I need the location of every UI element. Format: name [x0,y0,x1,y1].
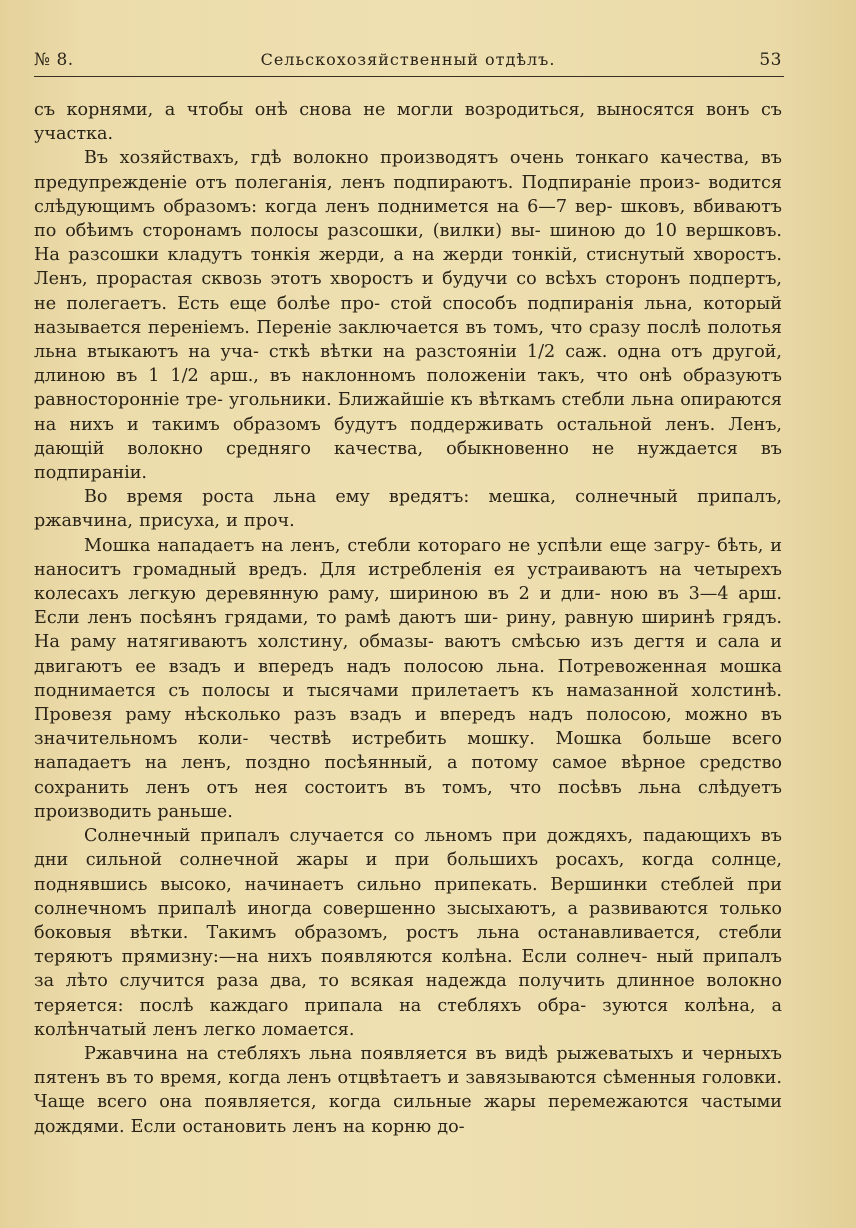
text-line: при солнечномъ припалѣ иногда совершенно зысыхаютъ, а развиваются [34,874,782,919]
text-line: тонкій, стиснутый хворостъ. Ленъ, прорастая сквозь этотъ хворостъ и [34,245,782,290]
text-line: поднявшись высоко, начинаетъ сильно припекать. Вершинки стеблей [34,874,748,895]
text-line: надъ полосою льна. Потревоженная мошка поднимается съ полосы и [34,656,782,701]
text-line: Мошка нападаетъ на ленъ, стебли котораго не успѣли еще загру- [84,535,718,556]
paragraph-5 [34,824,782,1042]
text-line: съ участка. [34,100,782,145]
paragraph-2 [34,146,782,485]
text-line: будучи со всѣхъ сторонъ подпертъ, не полегаетъ. Есть еще болѣе про- [34,269,783,314]
text-line: сткѣ вѣтки на разстояніи 1/2 саж. одна отъ другой, длиною въ 1 1/2 арш., [34,342,782,387]
text-line: заключается въ томъ, что сразу послѣ полотья льна втыкаютъ на уча- [34,317,783,363]
text-line: угольники. Ближайшіе къ вѣткамъ стебли льна опираются на нихъ и [34,390,782,435]
text-line: перемежаются частыми дождями. Если остановить ленъ на корню до- [34,1092,782,1137]
text-line: Въ хозяйствахъ, гдѣ волокно производятъ очень тонкаго качества, [84,148,761,169]
text-line: на четырехъ колесахъ легкую деревянную раму, шириною въ 2 и дли- [34,559,782,605]
text-line: такимъ образомъ будутъ поддерживать остальной ленъ. Ленъ, дающій [34,414,783,459]
text-line: ржавчина, присуха, и проч. [34,511,295,532]
issue-number: № 8. [34,50,74,70]
paragraph-1 [34,98,782,146]
header-rule [34,76,784,77]
text-line: зуются колѣна, а колѣнчатый ленъ легко ломается. [34,995,782,1040]
section-title: Сельскохозяйственный отдѣлъ. [260,50,556,69]
text-line: въ дни сильной солнечной жары и при большихъ росахъ, когда солнце, [34,826,782,871]
text-line: Ржавчина на стебляхъ льна появляется въ видѣ рыжеватыхъ и [84,1043,702,1064]
text-line: состоитъ въ томъ, что посѣвъ льна слѣдуетъ производить раньше. [34,777,782,822]
text-line: стой способъ подпиранія льна, который называется перенiемъ. Переніе [34,293,782,338]
text-line: Солнечный припалъ случается со льномъ при дождяхъ, падающихъ [84,826,761,847]
text-line: въ наклонномъ положеніи такъ, что онѣ образуютъ равносторонніе тре- [34,366,782,411]
page-header [34,48,782,76]
text-line: ваютъ смѣсью изъ дегтя и сала и двигаютъ ее взадъ и впередъ [34,632,782,677]
text-line: ный припалъ за лѣто случится раза два, то всякая надежда получить [34,947,782,992]
text-line: съ корнями, а чтобы онѣ снова не могли возродиться, выносятся вонъ [34,100,761,120]
paragraph-3 [34,485,782,533]
page-number: 53 [759,50,782,70]
text-line: только боковыя вѣтки. Такимъ образомъ, ростъ льна останавливается, [34,898,782,943]
text-line: стебли теряютъ прямизну:—на нихъ появляются колѣна. Если солнеч- [34,922,782,968]
text-line: бѣть, и наноситъ громадный вредъ. Для истребленія ея устраиваютъ [34,535,782,580]
body-text [34,98,782,1139]
text-line: посѣянный, а потому самое вѣрное средство сохранить ленъ отъ нея [34,753,782,798]
text-line: длинное волокно теряется: послѣ каждаго припала на стебляхъ обра- [34,971,782,1016]
text-line: тысячами прилетаетъ къ намазанной холстинѣ. Провезя раму нѣсколько [34,680,783,726]
paragraph-6 [34,1042,782,1139]
text-line: рину, равную ширинѣ грядъ. На раму натягиваютъ холстину, обмазы- [34,608,782,653]
text-line: водится слѣдующимъ образомъ: когда ленъ поднимется на 6—7 вер- [34,172,782,217]
text-line: шковъ, вбиваютъ по обѣимъ сторонамъ полосы разсошки, (вилки) вы- [34,196,782,242]
text-line: волокно средняго качества, обыкновенно не нуждается въ подпираніи. [34,438,782,484]
text-line: чествѣ истребить мошку. Мошка больше всего нападаетъ на ленъ, поздно [34,729,782,774]
text-line: сѣменныя головки. Чаще всего она появляется, когда сильные жары [34,1068,782,1113]
text-line: черныхъ пятенъ въ то время, когда ленъ отцвѣтаетъ и завязываются [34,1043,782,1089]
text-line: ною въ 3—4 арш. Если ленъ посѣянъ грядами, то рамѣ даютъ ши- [34,584,782,629]
text-line: въ предупрежденіе отъ полеганія, ленъ подпираютъ. Подпираніе произ- [34,148,782,193]
paragraph-4 [34,534,782,824]
text-line: Во время роста льна ему вредятъ: мешка, солнечный припалъ, [84,487,782,508]
text-line: шиною до 10 вершковъ. На разсошки кладутъ тонкія жерди, а на жерди [34,221,783,266]
text-line: разъ взадъ и впередъ надъ полосою, можно въ значительномъ коли- [34,705,782,750]
